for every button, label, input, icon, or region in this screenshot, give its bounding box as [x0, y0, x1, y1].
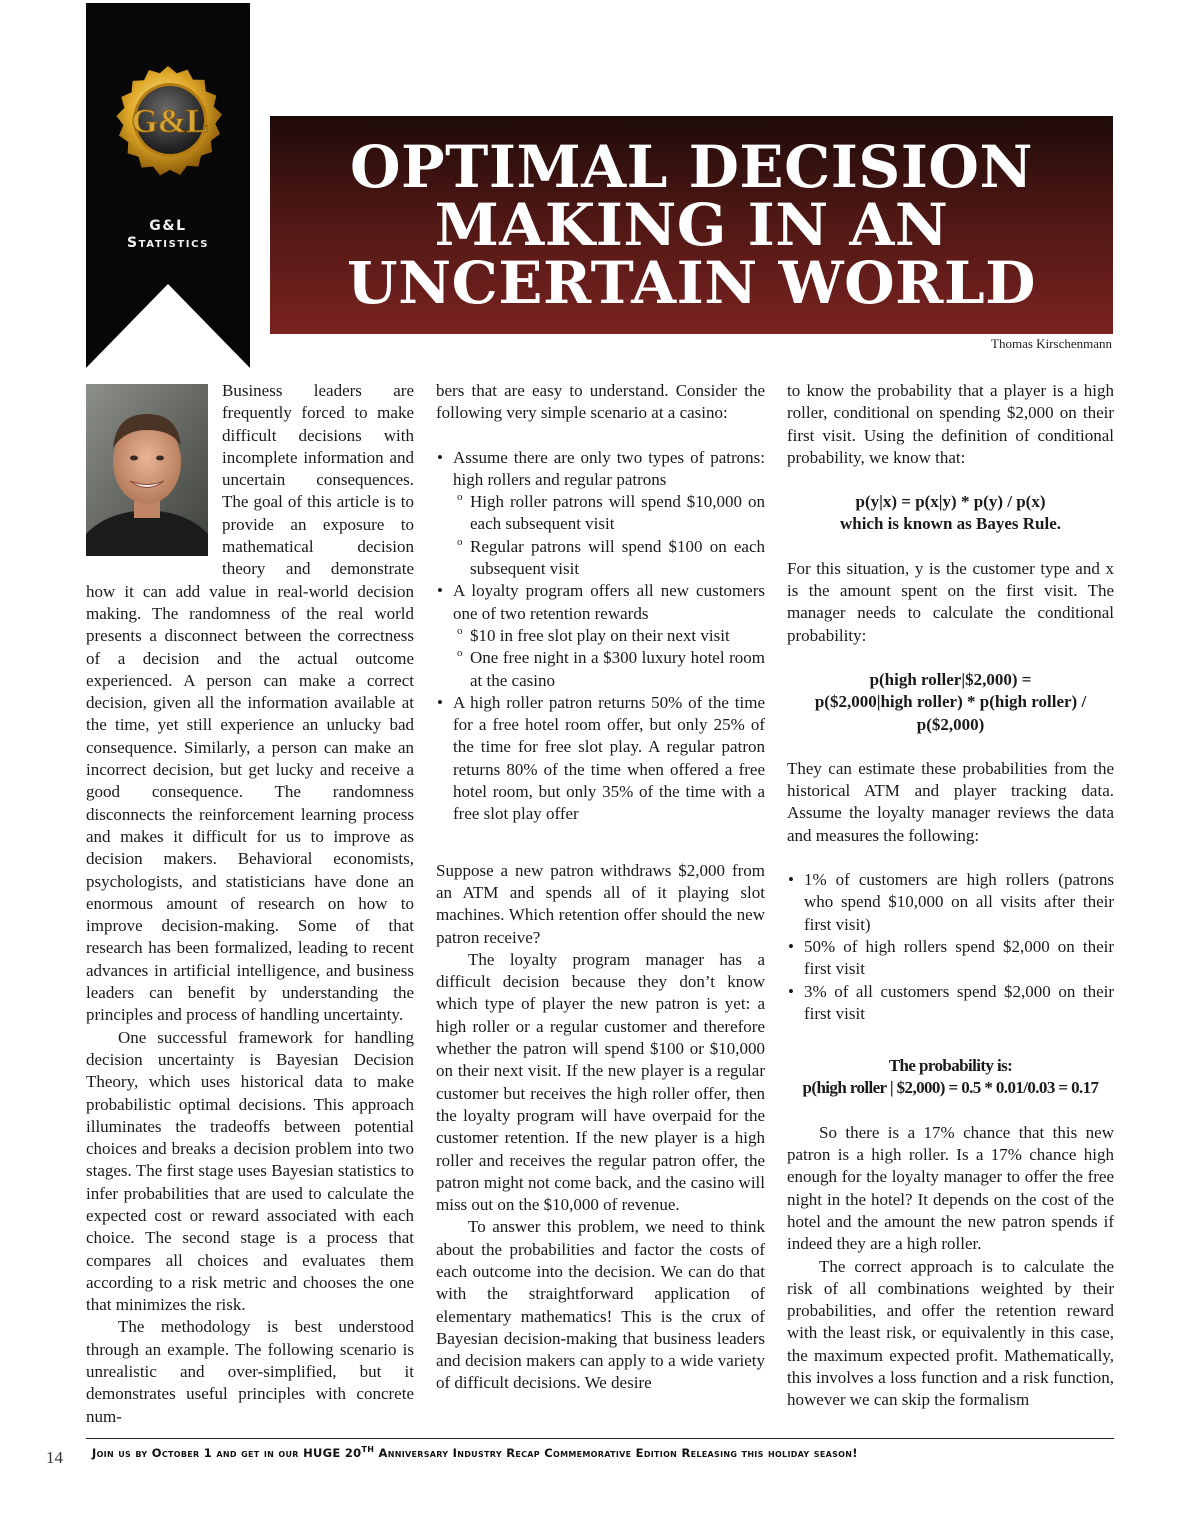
ribbon-label [86, 218, 250, 252]
ribbon-brand: G&L [149, 218, 187, 234]
col3-paragraph-4: So there is a 17% chance that this new patron is a high roller. Is a 17% chance high enough for the loyalty manager to offer the free night in the hotel? It depends on the cost of the hotel and the amount the new patron spends if indeed they are a high roller. [787, 1122, 1114, 1254]
list-item: • Assume there are only two types of patrons: high rollers and regular patrons o High roller patrons will spend $10,000 on each subsequent visit o Regular patrons will spend $100 on each subsequent visit [436, 447, 765, 581]
list-item: o Regular patrons will spend $100 on each subsequent visit [453, 536, 765, 581]
col2-paragraph-2: Suppose a new patron withdraws $2,000 from an ATM and spends all of it playing slot machines. Which retention offer should the new patron receive? [436, 860, 765, 947]
list-item: • A high roller patron returns 50% of the time for a free hotel room offer, but only 25% of the time for free slot play. A regular patron returns 80% of the time when offered a free hotel room, but only 35% of the time with a free slot play offer [436, 692, 765, 826]
column-2 [436, 380, 765, 1395]
conditional-probability-formula: p(high roller|$2,000) = p($2,000|high roller) * p(high roller) / p($2,000) [814, 669, 1087, 734]
footer-promo: Join us by October 1 and get in our HUGE 20TH Anniversary Industry Recap Commemorative Edition Releasing this holiday season! [92, 1445, 858, 1460]
col1-paragraph-1: Business leaders are frequently forced to make difficult decisions with incomplete information and uncertain consequences. The goal of this article is to provide an exposure to mathematical decision theory and demonstrate how it can add value in real-world decision making. The randomness of the real world presents a disconnect between the correctness of a decision and the actual outcome experienced. A person can make a correct decision, given all the information available at the time, yet still experience an unlucky bad consequence. Similarly, a person can make an incorrect decision, but get lucky and receive a good consequence. The randomness disconnects the reinforcement learning process and makes it difficult for us to improve as decision makers. Behavioral economists, psychologists, and statisticians have done an enormous amount of research on how to improve decision-making. Some of that research has been formalized, leading to recent advances in artificial intelligence, and business leaders can benefit by understanding the principles and process of handling uncertainty. [86, 381, 414, 1025]
title-banner [270, 116, 1113, 334]
measurements-list [787, 869, 1114, 1025]
column-1 [86, 380, 414, 1428]
list-item: o High roller patrons will spend $10,000 on each subsequent visit [453, 491, 765, 536]
list-item: o $10 in free slot play on their next visit [453, 625, 765, 647]
list-item: • A loyalty program offers all new customers one of two retention rewards o $10 in free slot play on their next visit o One free night in a $300 luxury hotel room at the casino [436, 580, 765, 691]
list-item: • 50% of high rollers spend $2,000 on their first visit [787, 936, 1114, 981]
col3-paragraph-2: For this situation, y is the customer type and x is the amount spent on the first visit. The manager needs to calculate the conditional probability: [787, 558, 1114, 645]
col3-paragraph-5: The correct approach is to calculate the risk of all combinations weighted by their probabilities, and offer the retention reward with the least risk, or equivalently in this case, the maximum expected profit. Mathematically, this involves a loss function and a risk function, however we can skip the formalism [787, 1256, 1114, 1410]
col1-paragraph-2: One successful framework for handling decision uncertainty is Bayesian Decision Theory, which uses historical data to make probabilistic optimal decisions. This approach illuminates the tradeoffs between potential choices and breaks a decision problem into two stages. The first stage uses Bayesian statistics to infer probabilities that are used to calculate the expected cost or reward associated with each choice. The second stage is a process that compares all choices and evaluates them according to a risk metric and chooses the one that minimizes the risk. [86, 1027, 414, 1315]
col3-paragraph-1: to know the probability that a player is a high roller, conditional on spending $2,000 on their first visit. Using the definition of conditional probability, we know that: [787, 381, 1114, 467]
col1-paragraph-3: The methodology is best understood through an example. The following scenario is unrealistic and over-simplified, but it demonstrates useful principles with concrete num- [86, 1317, 414, 1426]
page-number: 14 [46, 1448, 63, 1467]
col2-paragraph-3: The loyalty program manager has a difficult decision because they don’t know which type of player the new patron is yet: a high roller or a regular customer and therefore whether the patron will spend $100 or $10,000 on their next visit. If the new player is a regular customer but receives the high roller offer, then the loyalty program will have overpaid for the customer retention. If the new player is a high roller and receives the regular patron offer, the patron might not come back, and the casino will miss out on the $10,000 of revenue. [436, 949, 765, 1215]
col2-paragraph-4: To answer this problem, we need to think about the probabilities and factor the costs of each outcome into the decision. We can do that with the straightforward application of elementary mathematics! This is the crux of Bayesian decision-making that business leaders and decision makers can apply to a wide variety of difficult decisions. We desire [436, 1217, 765, 1393]
list-item: • 3% of all customers spend $2,000 on their first visit [787, 981, 1114, 1026]
column-3 [787, 380, 1114, 1412]
author-photo [86, 384, 208, 556]
gl-seal-logo [94, 62, 246, 194]
author-byline: Thomas Kirschenmann [991, 336, 1112, 351]
col2-paragraph-1: bers that are easy to understand. Consider the following very simple scenario at a casino: [436, 381, 765, 423]
ribbon-section: Statistics [126, 235, 210, 251]
probability-result-formula: The probability is: p(high roller | $2,000) = 0.5 * 0.01/0.03 = 0.17 [802, 1056, 1099, 1098]
seal-lettering: G&L [131, 103, 209, 140]
list-item: o One free night in a $300 luxury hotel room at the casino [453, 647, 765, 692]
col3-paragraph-3: They can estimate these probabilities from the historical ATM and player tracking data. Assume the loyalty manager reviews the data and measures the following: [787, 758, 1114, 845]
article-title: OPTIMAL DECISION MAKING IN AN UNCERTAIN WORLD [347, 133, 1036, 317]
scenario-list [436, 447, 765, 826]
list-item: • 1% of customers are high rollers (patrons who spend $10,000 on all visits after their first visit) [787, 869, 1114, 936]
footer-divider [86, 1438, 1114, 1439]
bayes-rule-formula: p(y|x) = p(x|y) * p(y) / p(x) which is known as Bayes Rule. [839, 492, 1062, 534]
